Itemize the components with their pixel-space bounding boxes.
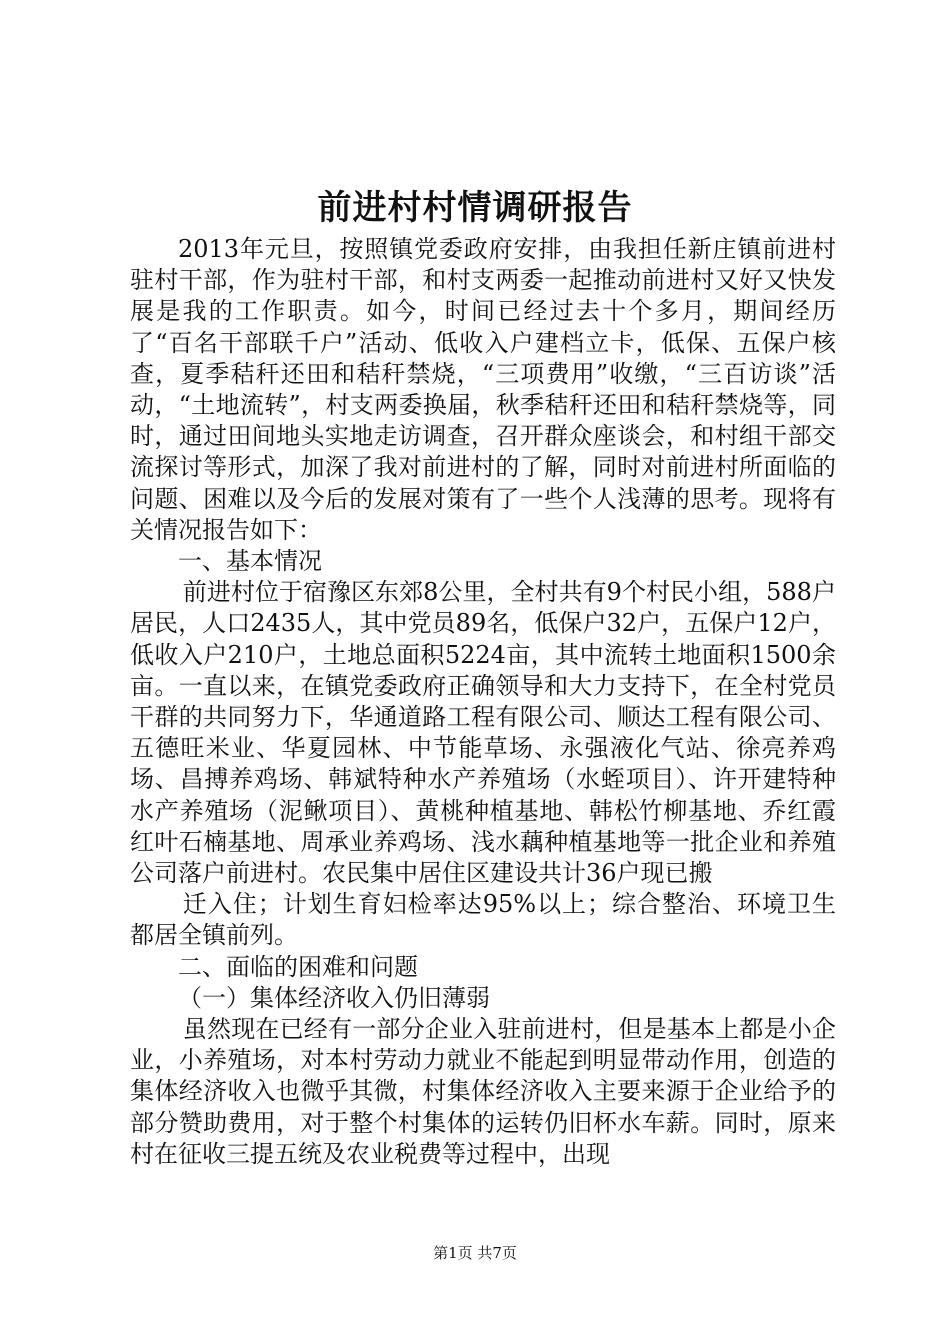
section-heading-basic-situation: 一、基本情况 — [178, 547, 322, 576]
subsection-heading-collective-economy: （一）集体经济收入仍旧薄弱 — [178, 983, 490, 1012]
page-number-footer: 第1页 共7页 — [433, 1244, 517, 1262]
intro-paragraph: 2013年元旦，按照镇党委政府安排，由我担任新庄镇前进村驻村干部，作为驻村干部，和村支两委一起推动前进村又好又快发展是我的工作职责。如今，时间已经过去十个多月，期间经历了“百名干部联千户”活动、低收入户建档立卡，低保、五保户核查，夏季秸秆还田和秸秆禁烧，“三项费用”收缴，“三百访谈”活动，“土地流转”，村支两委换届，秋季秸秆还田和秸秆禁烧等，同时，通过田间地头实地走访调查，召开群众座谈会，和村组干部交流探讨等形式，加深了我对前进村的了解，同时对前进村所面临的问题、困难以及今后的发展对策有了一些个人浅薄的思考。现将有关情况报告如下： — [130, 235, 836, 544]
collective-economy-paragraph: 虽然现在已经有一部分企业入驻前进村，但是基本上都是小企业，小养殖场，对本村劳动力就业不能起到明显带动作用，创造的集体经济收入也微乎其微，村集体经济收入主要来源于企业给予的部分赞助费用，对于整个村集体的运转仍旧杯水车薪。同时，原来村在征收三提五统及农业税费等过程中，出现 — [130, 1015, 836, 1168]
page-title: 前进村村情调研报告 — [317, 188, 633, 228]
document-body — [130, 234, 836, 1170]
section-heading-difficulties: 二、面临的困难和问题 — [178, 952, 418, 981]
basic-situation-continuation: 迁入住；计划生育妇检率达95%以上；综合整治、环境卫生都居全镇前列。 — [130, 890, 836, 950]
basic-situation-paragraph: 前进村位于宿豫区东郊8公里，全村共有9个村民小组，588户居民，人口2435人，其中党员89名，低保户32户，五保户12户，低收入户210户，土地总面积5224亩，其中流转土地面积1500余亩。一直以来，在镇党委政府正确领导和大力支持下，在全村党员干群的共同努力下，华通道路工程有限公司、顺达工程有限公司、五德旺米业、华夏园林、中节能草场、永强液化气站、徐亮养鸡场、昌搏养鸡场、韩斌特种水产养殖场（水蛭项目）、许开建特种水产养殖场（泥鳅项目）、黄桃种植基地、韩松竹柳基地、乔红霞红叶石楠基地、周承业养鸡场、浅水藕种植基地等一批企业和养殖公司落户前进村。农民集中居住区建设共计36户现已搬 — [130, 578, 836, 888]
